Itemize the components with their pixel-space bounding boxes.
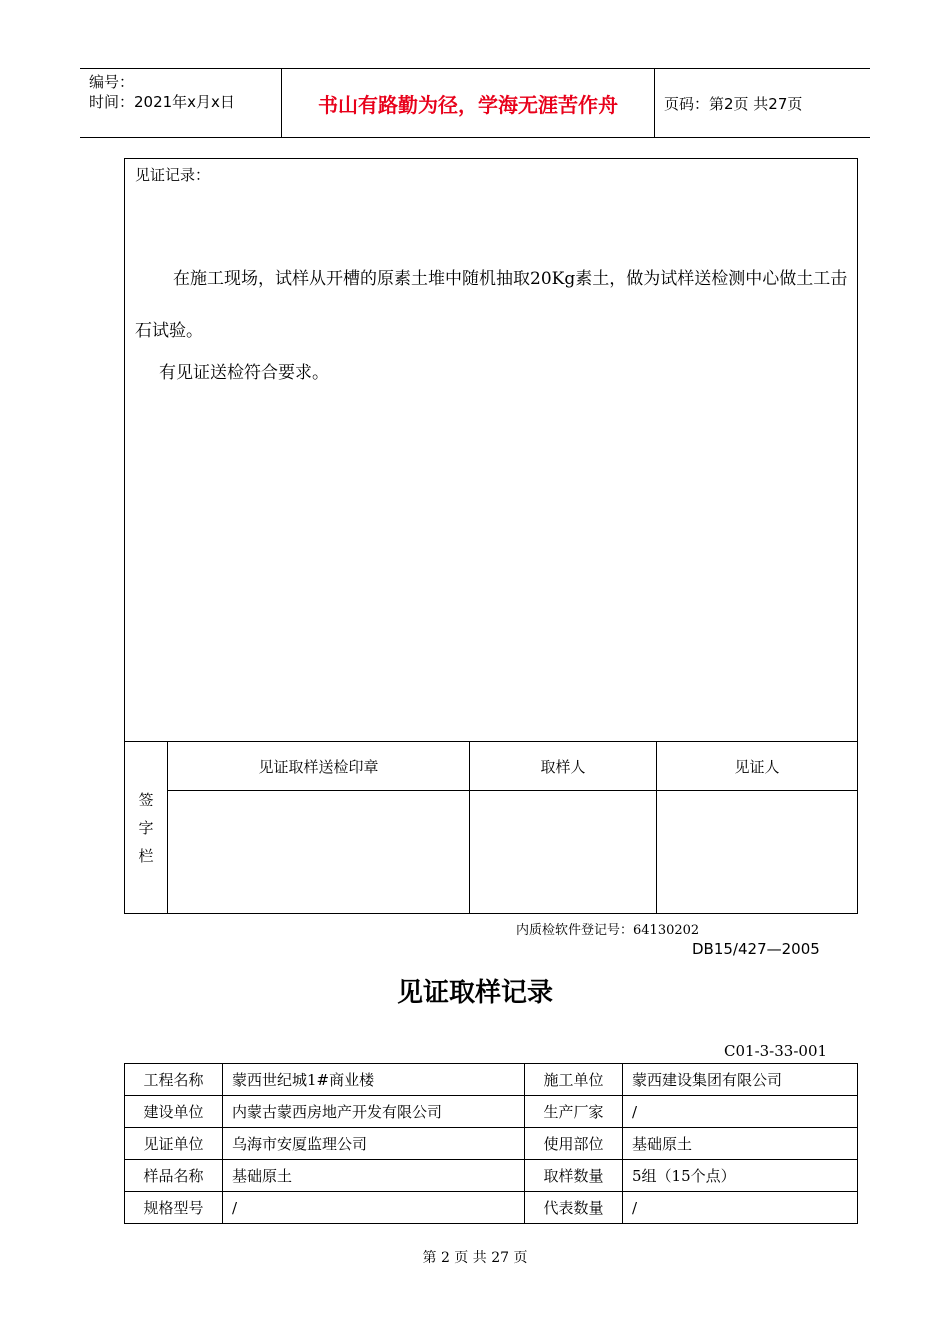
side-label-char: 字	[138, 818, 154, 837]
witness-signature-cell[interactable]	[657, 791, 858, 914]
field-label: 见证单位	[125, 1128, 223, 1160]
standard-number: DB15/427—2005	[692, 940, 820, 958]
field-label: 建设单位	[125, 1096, 223, 1128]
field-label: 样品名称	[125, 1160, 223, 1192]
table-row	[125, 1096, 858, 1128]
number-label: 编号：	[89, 73, 135, 91]
stamp-cell[interactable]	[168, 791, 470, 914]
field-label: 代表数量	[525, 1192, 623, 1224]
witness-column-header: 见证人	[657, 742, 858, 791]
stamp-column-header: 见证取样送检印章	[168, 742, 470, 791]
signature-side-label	[125, 742, 168, 914]
signature-table	[124, 741, 858, 914]
field-label: 生产厂家	[525, 1096, 623, 1128]
field-value[interactable]: 基础原土	[623, 1128, 858, 1160]
field-value[interactable]: 5组（15个点）	[623, 1160, 858, 1192]
header-motto: 书山有路勤为径，学海无涯苦作舟	[282, 69, 655, 137]
field-label: 施工单位	[525, 1064, 623, 1096]
field-label: 取样数量	[525, 1160, 623, 1192]
field-label: 工程名称	[125, 1064, 223, 1096]
witness-record-conclusion: 有见证送检符合要求。	[159, 363, 329, 383]
field-value[interactable]: /	[623, 1096, 858, 1128]
side-label-char: 栏	[138, 846, 154, 865]
field-label: 使用部位	[525, 1128, 623, 1160]
header-meta	[80, 69, 282, 137]
field-value[interactable]: 内蒙古蒙西房地产开发有限公司	[223, 1096, 525, 1128]
page-footer: 第 2 页 共 27 页	[422, 1250, 528, 1266]
sampler-column-header: 取样人	[470, 742, 657, 791]
time-label: 时间：2021年x月x日	[89, 93, 235, 111]
table-row	[125, 1160, 858, 1192]
witness-record-title: 见证记录：	[135, 166, 211, 184]
page-header	[80, 68, 870, 138]
sampler-signature-cell[interactable]	[470, 791, 657, 914]
table-row	[125, 1128, 858, 1160]
witness-record-box	[124, 158, 858, 742]
document-title: 见证取样记录	[396, 978, 553, 1008]
field-value[interactable]: /	[623, 1192, 858, 1224]
table-row	[125, 1064, 858, 1096]
side-label-char: 签	[138, 790, 154, 809]
sample-info-table	[124, 1063, 858, 1224]
witness-record-paragraph: 在施工现场，试样从开槽的原素土堆中随机抽取20Kg素土，做为试样送检测中心做土工击石试验。	[135, 269, 848, 341]
document-code: C01-3-33-001	[724, 1042, 828, 1060]
table-row	[125, 1192, 858, 1224]
header-page-info: 页码：第2页 共27页	[664, 95, 803, 113]
field-label: 规格型号	[125, 1192, 223, 1224]
field-value[interactable]: 基础原土	[223, 1160, 525, 1192]
field-value[interactable]: 蒙西世纪城1#商业楼	[223, 1064, 525, 1096]
field-value[interactable]: 蒙西建设集团有限公司	[623, 1064, 858, 1096]
field-value[interactable]: /	[223, 1192, 525, 1224]
field-value[interactable]: 乌海市安厦监理公司	[223, 1128, 525, 1160]
registration-number: 内质检软件登记号：64130202	[516, 923, 700, 938]
